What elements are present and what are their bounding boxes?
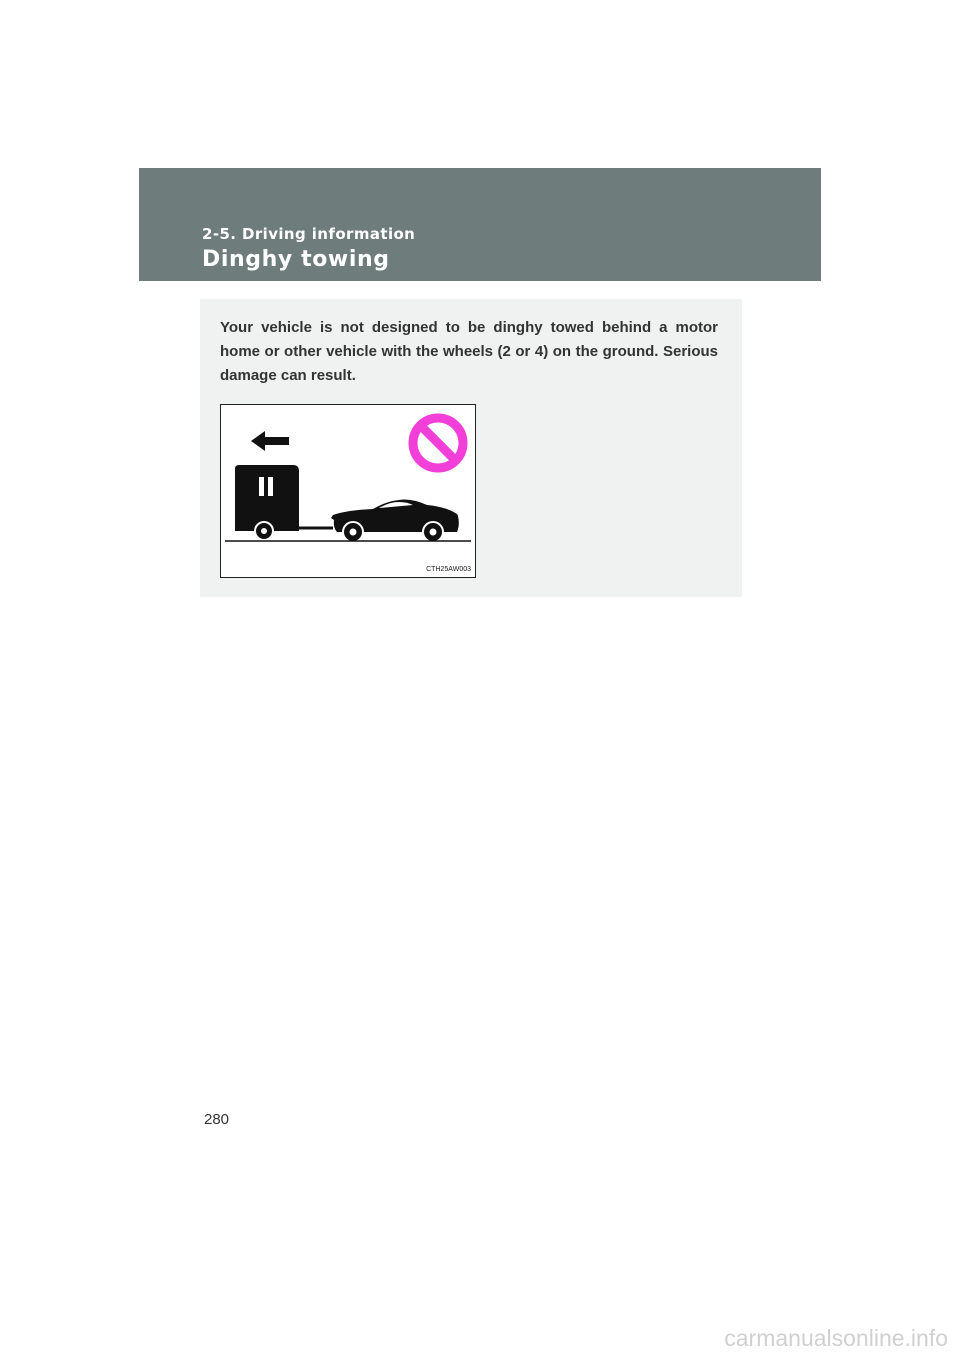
towing-direction-arrow-icon xyxy=(251,431,289,451)
notice-text: Your vehicle is not designed to be dinghy towed behind a motor home or other vehicle with the wheels (2 or 4) on the ground. Serious damage can result. xyxy=(220,319,718,384)
watermark: carmanualsonline.info xyxy=(724,1325,948,1351)
page-number: 280 xyxy=(204,1111,230,1128)
section-title: 2-5. Driving information xyxy=(202,225,416,243)
motor-home-icon xyxy=(235,465,299,540)
figure-code: CTH25AW003 xyxy=(426,566,471,573)
dinghy-towing-illustration xyxy=(220,404,476,578)
car-icon xyxy=(331,500,459,542)
page-title: Dinghy towing xyxy=(202,247,390,272)
illustration-graphic xyxy=(221,405,475,577)
prohibition-icon xyxy=(413,418,463,468)
notice-box xyxy=(200,299,742,597)
chapter-header xyxy=(139,168,821,281)
